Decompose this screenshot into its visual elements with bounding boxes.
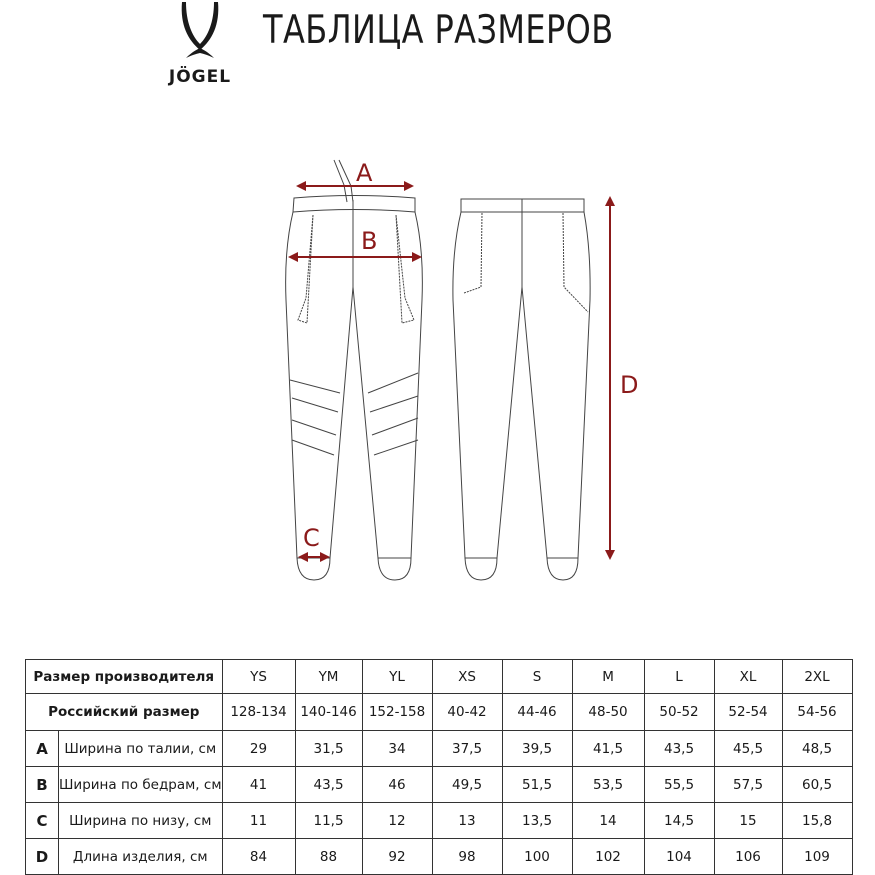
russian-size-cell: 40-42 [432, 694, 502, 731]
table-row-russian [26, 694, 853, 731]
value-cell: 45,5 [714, 731, 782, 767]
row-label: Ширина по низу, см [59, 803, 223, 839]
russian-size-cell: 52-54 [714, 694, 782, 731]
size-cell: S [502, 660, 572, 694]
value-cell: 46 [362, 767, 432, 803]
table-row-d [26, 839, 853, 875]
value-cell: 37,5 [432, 731, 502, 767]
value-cell: 41 [222, 767, 295, 803]
value-cell: 102 [572, 839, 644, 875]
value-cell: 92 [362, 839, 432, 875]
russian-size-cell: 140-146 [295, 694, 362, 731]
row-label: Ширина по талии, см [59, 731, 223, 767]
row-label: Длина изделия, см [59, 839, 223, 875]
value-cell: 41,5 [572, 731, 644, 767]
value-cell: 49,5 [432, 767, 502, 803]
page-title: ТАБЛИЦА РАЗМЕРОВ [263, 8, 614, 53]
label-d: D [620, 371, 639, 399]
table-row-sizes [26, 660, 853, 694]
label-c: C [303, 524, 320, 552]
value-cell: 43,5 [644, 731, 714, 767]
value-cell: 13,5 [502, 803, 572, 839]
size-cell: M [572, 660, 644, 694]
table-row-c [26, 803, 853, 839]
value-cell: 98 [432, 839, 502, 875]
value-cell: 39,5 [502, 731, 572, 767]
value-cell: 34 [362, 731, 432, 767]
russian-size-cell: 152-158 [362, 694, 432, 731]
value-cell: 43,5 [295, 767, 362, 803]
table-row-a [26, 731, 853, 767]
size-cell: YS [222, 660, 295, 694]
row-label: Ширина по бедрам, см [59, 767, 223, 803]
value-cell: 84 [222, 839, 295, 875]
value-cell: 14 [572, 803, 644, 839]
row-letter: C [26, 803, 59, 839]
value-cell: 31,5 [295, 731, 362, 767]
value-cell: 48,5 [782, 731, 852, 767]
value-cell: 88 [295, 839, 362, 875]
value-cell: 55,5 [644, 767, 714, 803]
measure-arrows [290, 186, 610, 558]
size-cell: XL [714, 660, 782, 694]
back-pants [453, 199, 590, 580]
value-cell: 109 [782, 839, 852, 875]
size-cell: YM [295, 660, 362, 694]
value-cell: 106 [714, 839, 782, 875]
russian-label: Российский размер [26, 694, 223, 731]
value-cell: 15,8 [782, 803, 852, 839]
value-cell: 57,5 [714, 767, 782, 803]
size-cell: L [644, 660, 714, 694]
front-pants [286, 160, 423, 580]
value-cell: 60,5 [782, 767, 852, 803]
russian-size-cell: 44-46 [502, 694, 572, 731]
size-table [25, 659, 853, 875]
value-cell: 11 [222, 803, 295, 839]
russian-size-cell: 128-134 [222, 694, 295, 731]
russian-size-cell: 48-50 [572, 694, 644, 731]
svg-text:JÖGEL: JÖGEL [168, 67, 232, 87]
value-cell: 53,5 [572, 767, 644, 803]
table-row-b [26, 767, 853, 803]
value-cell: 12 [362, 803, 432, 839]
label-b: B [361, 227, 378, 255]
row-letter: D [26, 839, 59, 875]
russian-size-cell: 50-52 [644, 694, 714, 731]
row-letter: A [26, 731, 59, 767]
row-letter: B [26, 767, 59, 803]
size-cell: YL [362, 660, 432, 694]
value-cell: 100 [502, 839, 572, 875]
label-a: A [356, 159, 373, 187]
header-label: Размер производителя [26, 660, 223, 694]
value-cell: 15 [714, 803, 782, 839]
size-cell: XS [432, 660, 502, 694]
russian-size-cell: 54-56 [782, 694, 852, 731]
value-cell: 14,5 [644, 803, 714, 839]
value-cell: 51,5 [502, 767, 572, 803]
value-cell: 104 [644, 839, 714, 875]
value-cell: 11,5 [295, 803, 362, 839]
value-cell: 13 [432, 803, 502, 839]
value-cell: 29 [222, 731, 295, 767]
size-cell: 2XL [782, 660, 852, 694]
